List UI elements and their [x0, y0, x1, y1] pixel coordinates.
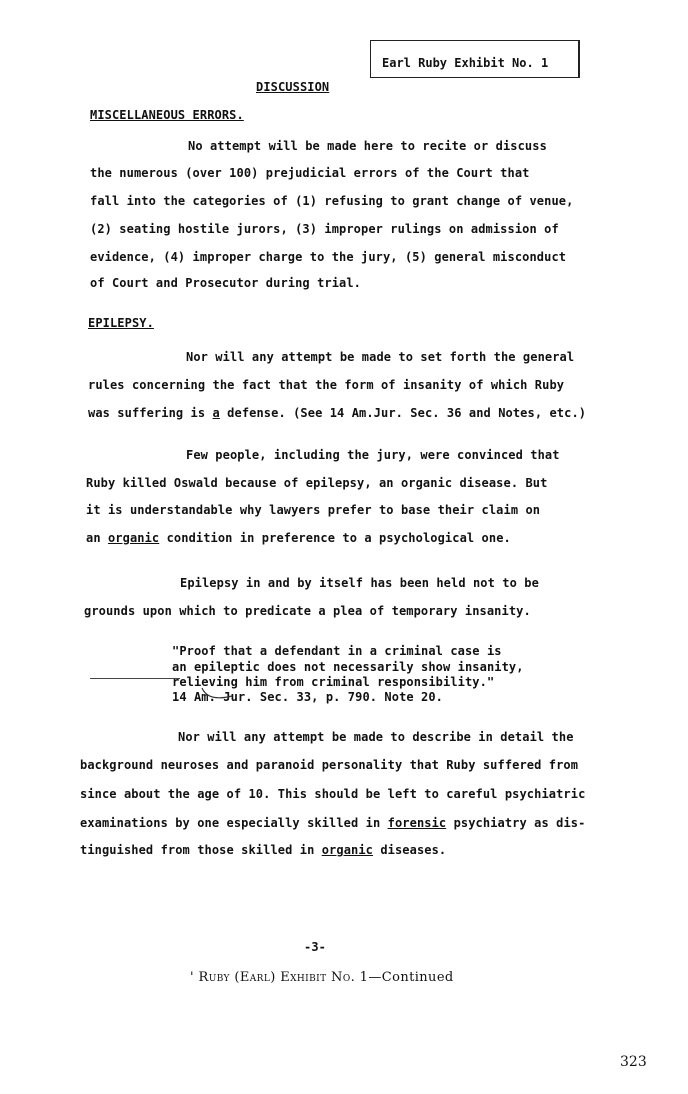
misc-line-2: the numerous (over 100) prejudicial errors of the Court that: [90, 166, 530, 180]
final-p-line-1: Nor will any attempt be made to describe in detail the: [178, 730, 574, 744]
margin-rule: [90, 678, 180, 679]
quote-line-2: an epileptic does not necessarily show insanity,: [172, 660, 524, 674]
underlined-word: organic: [321, 843, 373, 857]
caption-tail: 1—Continued: [355, 970, 454, 985]
epilepsy-p1-line-2: rules concerning the fact that the form of insanity of which Ruby: [88, 378, 565, 392]
final-p-line-2: background neuroses and paranoid personality that Ruby suffered from: [80, 758, 579, 772]
caption-smallcaps: Ruby (Earl) Exhibit No.: [198, 970, 356, 985]
final-p-line-5: [80, 843, 446, 857]
epilepsy-p1-line-3: [88, 406, 586, 420]
misc-line-3: fall into the categories of (1) refusing to grant change of venue,: [90, 194, 574, 208]
text-run: psychiatry as dis-: [446, 816, 586, 830]
misc-errors-heading: MISCELLANEOUS ERRORS.: [90, 108, 244, 122]
epilepsy-p2-line-3: it is understandable why lawyers prefer to base their claim on: [86, 503, 541, 517]
text-run: tinguished from those skilled in: [80, 843, 322, 857]
quote-line-3: relieving him from criminal responsibility.": [172, 675, 495, 689]
epilepsy-p3-line-2: grounds upon which to predicate a plea of temporary insanity.: [84, 604, 531, 618]
final-p-line-4: [80, 816, 585, 830]
page-number: -3-: [304, 940, 326, 954]
exhibit-caption: [190, 970, 454, 985]
quote-line-1: "Proof that a defendant in a criminal case is: [172, 644, 502, 658]
underlined-word: forensic: [387, 816, 447, 830]
misc-line-1: No attempt will be made here to recite or discuss: [188, 139, 547, 153]
quote-line-4: 14 Am. Jur. Sec. 33, p. 790. Note 20.: [172, 690, 444, 704]
exhibit-label: Earl Ruby Exhibit No. 1: [382, 56, 549, 70]
underlined-word: organic: [107, 531, 160, 545]
epilepsy-p1-line-1: Nor will any attempt be made to set forth the general: [186, 350, 575, 364]
text-run: was suffering is: [88, 406, 213, 420]
handwritten-arrow-mark: [198, 686, 238, 706]
misc-line-6: of Court and Prosecutor during trial.: [90, 276, 362, 290]
folio-number: 323: [620, 1054, 647, 1070]
epilepsy-p2-line-2: Ruby killed Oswald because of epilepsy, an organic disease. But: [86, 476, 548, 490]
misc-line-5: evidence, (4) improper charge to the jury, (5) general misconduct: [90, 250, 567, 264]
page-title: DISCUSSION: [256, 80, 330, 94]
caption-lead: ': [190, 970, 199, 985]
misc-line-4: (2) seating hostile jurors, (3) improper rulings on admission of: [90, 222, 559, 236]
underlined-word: a: [212, 406, 220, 420]
epilepsy-heading: EPILEPSY.: [88, 316, 154, 330]
final-p-line-3: since about the age of 10. This should be left to careful psychiatric: [80, 787, 586, 801]
epilepsy-p2-line-1: Few people, including the jury, were convinced that: [186, 448, 560, 462]
text-run: examinations by one especially skilled in: [80, 816, 388, 830]
text-run: defense. (See 14 Am.Jur. Sec. 36 and Notes, etc.): [219, 406, 587, 420]
epilepsy-p2-line-4: [86, 531, 511, 545]
text-run: diseases.: [373, 843, 447, 857]
text-run: condition in preference to a psychological one.: [159, 531, 511, 545]
text-run: an: [86, 531, 108, 545]
epilepsy-p3-line-1: Epilepsy in and by itself has been held not to be: [180, 576, 539, 590]
